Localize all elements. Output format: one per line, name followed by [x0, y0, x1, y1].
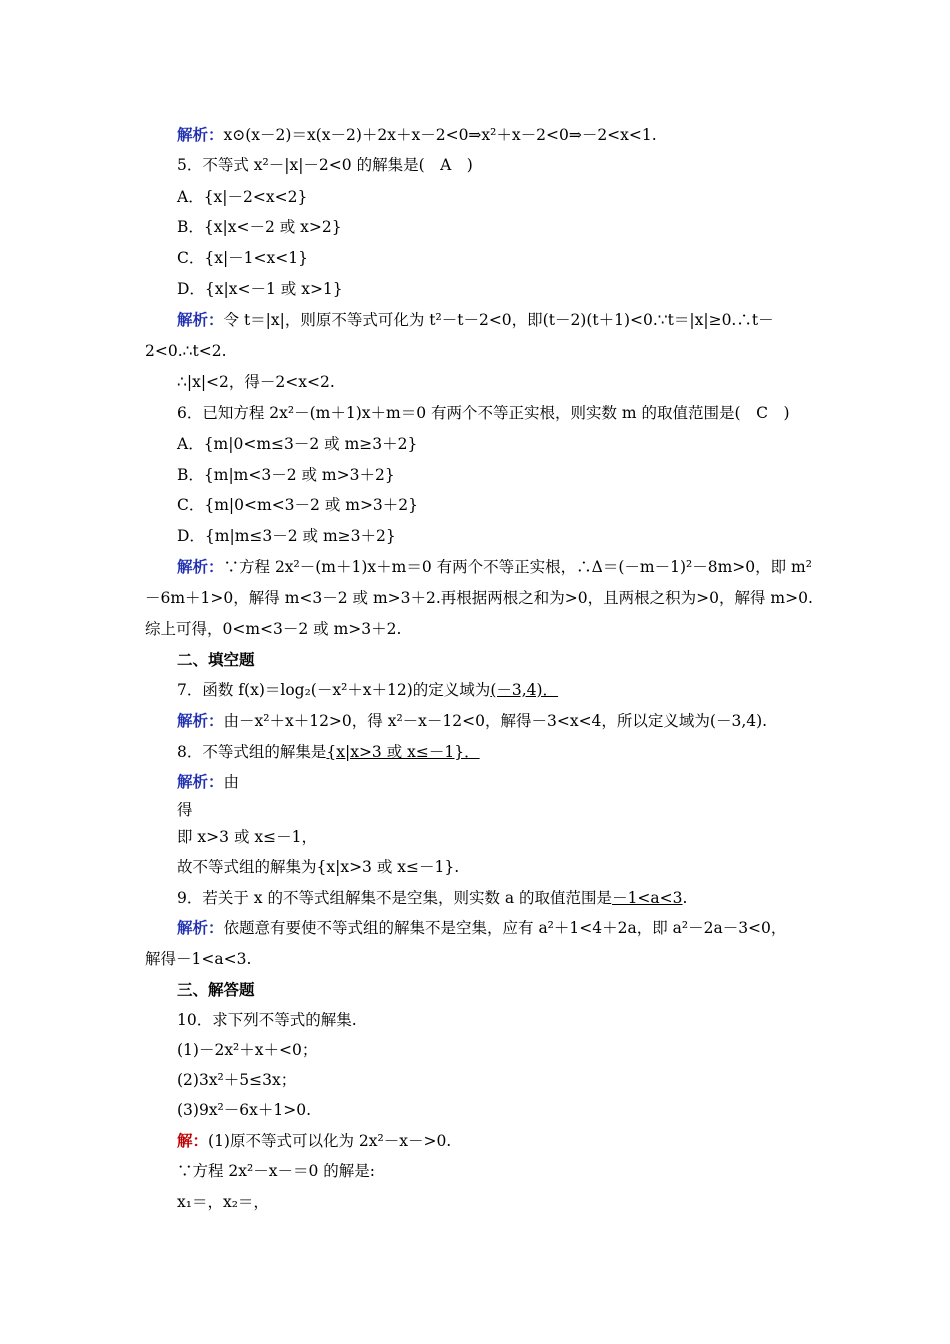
option-d: [177, 526, 396, 546]
line-text: D．{m|m≤3－2 或 m≥3＋2}: [177, 527, 396, 545]
solution-label: 解析：: [177, 711, 224, 730]
solution-9-cont: [145, 949, 251, 969]
question-6: [177, 403, 790, 423]
option-b: [177, 217, 342, 237]
answer-label: 解：: [177, 1131, 209, 1150]
line-text: 9．若关于 x 的不等式组解集不是空集，则实数 a 的取值范围是: [177, 889, 613, 907]
answer-blank: －1<a<3: [612, 889, 683, 907]
solution-label: 解析：: [177, 557, 224, 576]
line-text: 6．已知方程 2x²－(m＋1)x＋m＝0 有两个不等正实根，则实数 m 的取值范围是( C ): [177, 404, 790, 422]
option-c: [177, 495, 418, 515]
solution-label: 解析：: [177, 772, 224, 791]
solution-label: 解析：: [177, 918, 224, 937]
line-1: [177, 125, 657, 145]
line-text: 2<0.∴t<2.: [145, 342, 227, 360]
line-text: (2)3x²＋5≤3x；: [177, 1071, 297, 1089]
solution-8-line4: [177, 857, 459, 877]
line-text: 综上可得，0<m<3－2 或 m>3＋2.: [145, 620, 402, 638]
answer-blank: {x|x>3 或 x≤－1}．: [326, 743, 480, 761]
section-title: 二、填空题: [177, 650, 255, 669]
solution-label: 解析：: [177, 310, 224, 329]
line-text: 10．求下列不等式的解集.: [177, 1011, 357, 1029]
option-a: [177, 187, 307, 207]
line-text: －6m＋1>0，解得 m<3－2 或 m>3＋2.再根据两根之和为>0，且两根之积为>0，解得 m>0.: [145, 589, 813, 607]
line-text: 由: [223, 773, 240, 791]
question-5: [177, 155, 473, 175]
line-text: 即 x>3 或 x≤－1，: [177, 828, 317, 846]
option-c: [177, 248, 308, 268]
solution-9: [177, 918, 786, 938]
solution-5: [177, 310, 774, 330]
line-text: 依题意有要使不等式组的解集不是空集，应有 a²＋1<4＋2a，即 a²－2a－3<0，: [223, 919, 787, 937]
line-text: B．{m|m<3－2 或 m>3＋2}: [177, 466, 395, 484]
question-10: [177, 1010, 357, 1030]
question-10-part2: [177, 1070, 296, 1090]
solution-5-cont: [145, 341, 227, 361]
question-9: [177, 888, 687, 908]
line-text: 8．不等式组的解集是: [177, 743, 327, 761]
line-text: ∵方程 2x²－x－＝0 的解是:: [177, 1162, 375, 1180]
solution-label: 解析：: [177, 125, 224, 144]
line-text: (3)9x²－6x＋1>0.: [177, 1101, 312, 1119]
section-heading-fill-blank: [177, 650, 255, 670]
question-8: [177, 742, 480, 762]
question-10-part1: [177, 1040, 317, 1060]
line-text: 得: [177, 801, 193, 819]
answer-blank: (－3,4)．: [490, 681, 559, 699]
solution-8: [177, 772, 239, 792]
solution-8-line2: [177, 800, 193, 820]
solution-7: [177, 711, 767, 731]
line-text: 解得－1<a<3.: [145, 950, 252, 968]
line-text: C．{m|0<m<3－2 或 m>3＋2}: [177, 496, 419, 514]
line-text: 令 t＝|x|，则原不等式可化为 t²－t－2<0，即(t－2)(t＋1)<0.∵t＝|x|≥0.∴t－: [223, 311, 774, 329]
line-text: C．{x|－1<x<1}: [177, 249, 308, 267]
line-text: ∴|x|<2，得－2<x<2.: [177, 373, 335, 391]
answer-10-line2: [177, 1161, 375, 1181]
line-text: ∵方程 2x²－(m＋1)x＋m＝0 有两个不等正实根，∴Δ＝(－m－1)²－8m>0，即 m²: [223, 558, 812, 576]
line-text: 5．不等式 x²－|x|－2<0 的解集是( A ): [177, 156, 473, 174]
solution-8-line3: [177, 827, 317, 847]
line-text: x⊙(x－2)＝x(x－2)＋2x＋x－2<0⇒x²＋x－2<0⇒－2<x<1.: [223, 126, 657, 144]
question-10-part3: [177, 1100, 311, 1120]
answer-10-line3: [177, 1192, 269, 1212]
section-heading-answer: [177, 980, 255, 1000]
solution-6-end: [145, 619, 401, 639]
line-text: 由－x²＋x＋12>0，得 x²－x－12<0，解得－3<x<4，所以定义域为(－3,4).: [223, 712, 768, 730]
option-a: [177, 434, 417, 454]
line-text: x₁＝，x₂＝，: [177, 1193, 269, 1211]
solution-5-end: [177, 372, 335, 392]
option-d: [177, 279, 343, 299]
question-7: [177, 680, 558, 700]
line-text: A．{x|－2<x<2}: [177, 188, 308, 206]
section-title: 三、解答题: [177, 980, 255, 999]
answer-10: [177, 1131, 451, 1151]
line-text: B．{x|x<－2 或 x>2}: [177, 218, 342, 236]
line-text: 故不等式组的解集为{x|x>3 或 x≤－1}.: [177, 858, 460, 876]
solution-6-cont: [145, 588, 813, 608]
solution-6: [177, 557, 812, 577]
line-text: 7．函数 f(x)＝log₂(－x²＋x＋12)的定义域为: [177, 681, 491, 699]
line-text: (1)－2x²＋x＋<0；: [177, 1041, 318, 1059]
option-b: [177, 465, 395, 485]
line-text: .: [682, 889, 688, 907]
line-text: A．{m|0<m≤3－2 或 m≥3＋2}: [177, 435, 418, 453]
line-text: D．{x|x<－1 或 x>1}: [177, 280, 343, 298]
line-text: (1)原不等式可以化为 2x²－x－>0.: [208, 1132, 452, 1150]
